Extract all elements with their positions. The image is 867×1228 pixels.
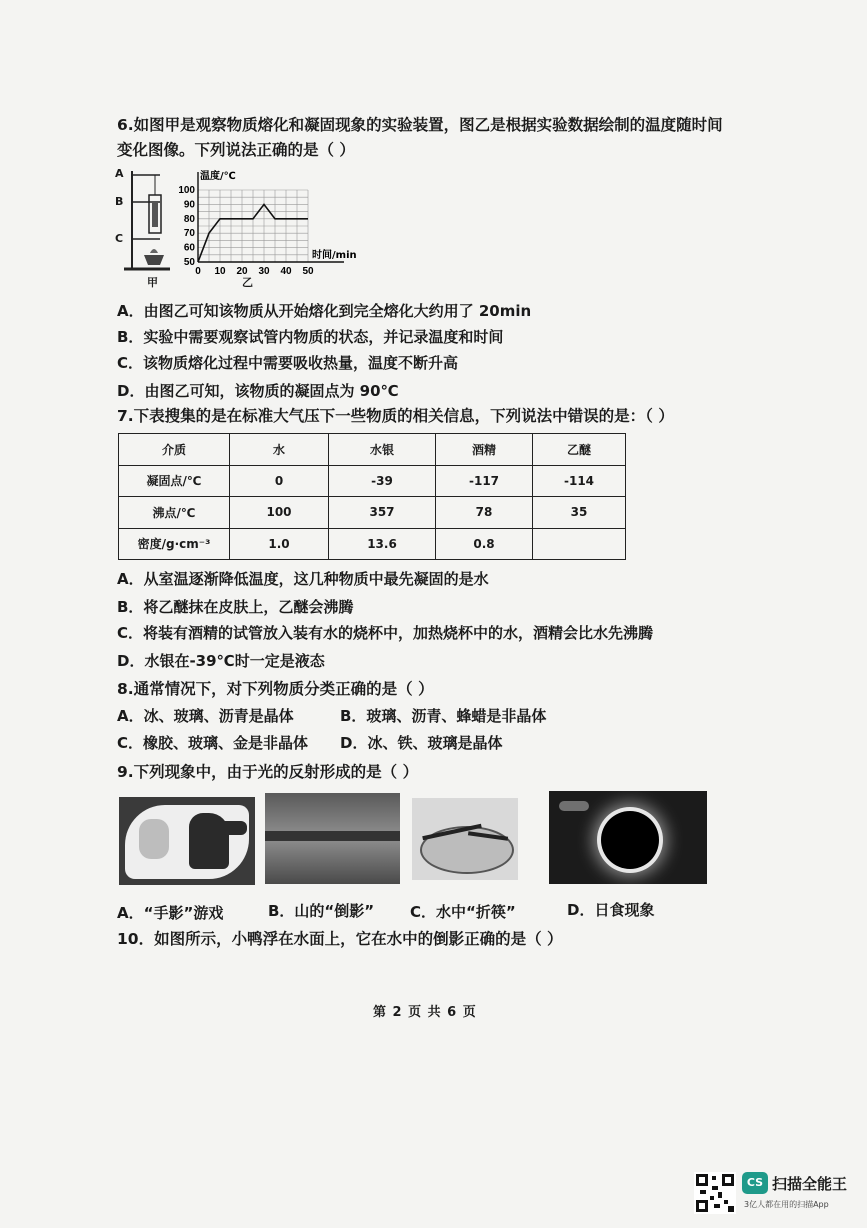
x-tick-label: 10: [214, 266, 226, 277]
q8-stem: 8.通常情况下，对下列物质分类正确的是（ ）: [117, 680, 434, 698]
table-cell: 凝固点/℃: [119, 465, 230, 497]
x-tick-label: 50: [302, 266, 314, 277]
y-tick-label: 70: [183, 228, 195, 240]
q10-stem: 10．如图所示，小鸭浮在水面上，它在水中的倒影正确的是（ ）: [117, 930, 563, 948]
q7-option-b: B．将乙醚抹在皮肤上，乙醚会沸腾: [117, 598, 354, 616]
q8-option-b: B．玻璃、沥青、蜂蜡是非晶体: [340, 707, 547, 725]
q6-option-b: B．实验中需要观察试管内物质的状态，并记录温度和时间: [117, 328, 504, 346]
table-cell: [533, 528, 626, 560]
y-tick-label: 100: [178, 185, 195, 196]
table-cell: 水: [230, 434, 329, 466]
label-jia: 甲: [147, 276, 158, 289]
x-tick-label: 20: [236, 266, 248, 277]
q6-option-a: A．由图乙可知该物质从开始熔化到完全熔化大约用了 20min: [117, 302, 532, 320]
table-cell: 乙醚: [533, 434, 626, 466]
label-A: A: [115, 167, 124, 180]
label-C: C: [115, 232, 124, 245]
table-row: [119, 465, 626, 497]
qr-code-icon: [694, 1172, 736, 1214]
table-cell: 沸点/℃: [119, 497, 230, 529]
q8-option-a: A．冰、玻璃、沥青是晶体: [117, 707, 294, 725]
q8-option-c: C．橡胶、玻璃、金是非晶体: [117, 734, 309, 752]
table-cell: 介质: [119, 434, 230, 466]
q6-stem-line2: 变化图像。下列说法正确的是（ ）: [117, 141, 355, 159]
y-tick-label: 50: [183, 257, 195, 268]
table-cell: 0.8: [436, 528, 533, 560]
x-axis-label: 时间/min: [312, 250, 357, 261]
x-tick-label: 30: [258, 266, 270, 277]
table-cell: -39: [329, 465, 436, 497]
x-tick-label: 40: [280, 266, 292, 277]
table-header-row: [119, 434, 626, 466]
table-cell: -114: [533, 465, 626, 497]
y-tick-label: 80: [183, 213, 195, 225]
temperature-time-chart: [176, 168, 366, 286]
table-cell: 酒精: [436, 434, 533, 466]
q9-caption-b: B．山的“倒影”: [268, 902, 375, 920]
page-footer: 第 2 页 共 6 页: [373, 1005, 477, 1020]
q9-caption-a: A．“手影”游戏: [117, 904, 224, 922]
q9-caption-c: C．水中“折筷”: [410, 903, 516, 921]
substance-table: [118, 433, 626, 560]
scanner-brand: 扫描全能王: [772, 1175, 848, 1193]
q7-option-c: C．将装有酒精的试管放入装有水的烧杯中，加热烧杯中的水，酒精会比水先沸腾: [117, 624, 654, 642]
mountain-reflection-photo: [265, 793, 400, 884]
solar-eclipse-photo: [549, 791, 707, 884]
q9-caption-d: D．日食现象: [567, 901, 655, 919]
scanner-tagline: 3亿人都在用的扫描App: [744, 1200, 829, 1209]
table-cell: 35: [533, 497, 626, 529]
label-B: B: [115, 195, 124, 208]
table-cell: 13.6: [329, 528, 436, 560]
q6-option-d: D．由图乙可知，该物质的凝固点为 90℃: [117, 382, 399, 400]
q6-option-c: C．该物质熔化过程中需要吸收热量，温度不断升高: [117, 354, 459, 372]
y-tick-label: 90: [183, 199, 195, 211]
cs-logo-icon: CS: [742, 1172, 768, 1194]
q8-option-d: D．冰、铁、玻璃是晶体: [340, 734, 503, 752]
q7-option-d: D．水银在-39℃时一定是液态: [117, 652, 325, 670]
table-cell: 1.0: [230, 528, 329, 560]
table-cell: 100: [230, 497, 329, 529]
q7-stem: 7.下表搜集的是在标准大气压下一些物质的相关信息，下列说法中错误的是：（ ）: [117, 407, 674, 425]
x-tick-label: 0: [195, 266, 201, 277]
table-cell: 0: [230, 465, 329, 497]
q9-stem: 9.下列现象中，由于光的反射形成的是（ ）: [117, 763, 419, 781]
y-tick-label: 60: [183, 242, 195, 254]
table-cell: 78: [436, 497, 533, 529]
table-cell: 水银: [329, 434, 436, 466]
apparatus-figure: [112, 165, 174, 287]
table-row: [119, 528, 626, 560]
hand-shadow-photo: [119, 797, 255, 885]
table-cell: 密度/g·cm⁻³: [119, 528, 230, 560]
label-yi: 乙: [242, 276, 253, 289]
q7-option-a: A．从室温逐渐降低温度，这几种物质中最先凝固的是水: [117, 570, 489, 588]
q6-stem-line1: 6.如图甲是观察物质熔化和凝固现象的实验装置，图乙是根据实验数据绘制的温度随时间: [117, 116, 723, 134]
table-cell: 357: [329, 497, 436, 529]
table-cell: -117: [436, 465, 533, 497]
y-axis-label: 温度/℃: [200, 171, 236, 182]
bent-chopstick-photo: [412, 798, 518, 880]
table-row: [119, 497, 626, 529]
